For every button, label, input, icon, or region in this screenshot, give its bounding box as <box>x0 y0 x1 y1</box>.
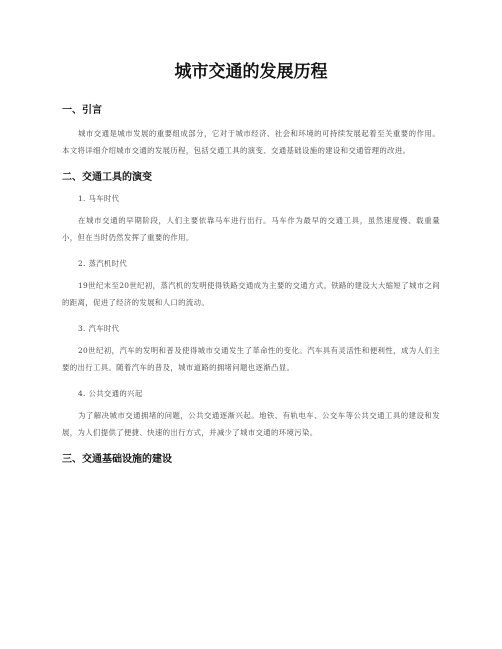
section-infrastructure <box>62 453 440 467</box>
list-item-label: 1. 马车时代 <box>78 194 120 203</box>
body-paragraph: 19世纪末至20世纪初，蒸汽机的发明使得铁路交通成为主要的交通方式。铁路的建设大大缩短了城市之间的距离，促进了经济的发展和人口的流动。 <box>62 281 440 307</box>
list-item-label: 4. 公共交通的兴起 <box>78 389 143 398</box>
section-heading: 二、交通工具的演变 <box>62 172 152 183</box>
section-introduction <box>62 104 440 159</box>
body-paragraph: 城市交通是城市发展的重要组成部分，它对于城市经济、社会和环境的可持续发展起着至关重要的作用。本文将详细介绍城市交通的发展历程，包括交通工具的演变、交通基础设施的建设和交通管理的改进。 <box>62 129 440 155</box>
body-paragraph: 20世纪初，汽车的发明和普及使得城市交通发生了革命性的变化。汽车具有灵活性和便利性，成为人们主要的出行工具。随着汽车的普及，城市道路的拥堵问题也逐渐凸显。 <box>62 346 440 372</box>
section-heading: 三、交通基础设施的建设 <box>62 454 172 465</box>
section-heading: 一、引言 <box>62 105 102 116</box>
document-body <box>62 104 440 475</box>
section-vehicle-evolution <box>62 171 440 441</box>
list-item-label: 3. 汽车时代 <box>78 324 120 333</box>
document-title: 城市交通的发展历程 <box>174 62 328 82</box>
body-paragraph: 在城市交通的早期阶段，人们主要依靠马车进行出行。马车作为最早的交通工具，虽然速度慢、载重量小，但在当时仍然发挥了重要的作用。 <box>62 216 440 242</box>
list-item-label: 2. 蒸汽机时代 <box>78 259 128 268</box>
body-paragraph: 为了解决城市交通拥堵的问题，公共交通逐渐兴起。地铁、有轨电车、公交车等公共交通工具的建设和发展，为人们提供了便捷、快速的出行方式，并减少了城市交通的环境污染。 <box>62 411 440 437</box>
